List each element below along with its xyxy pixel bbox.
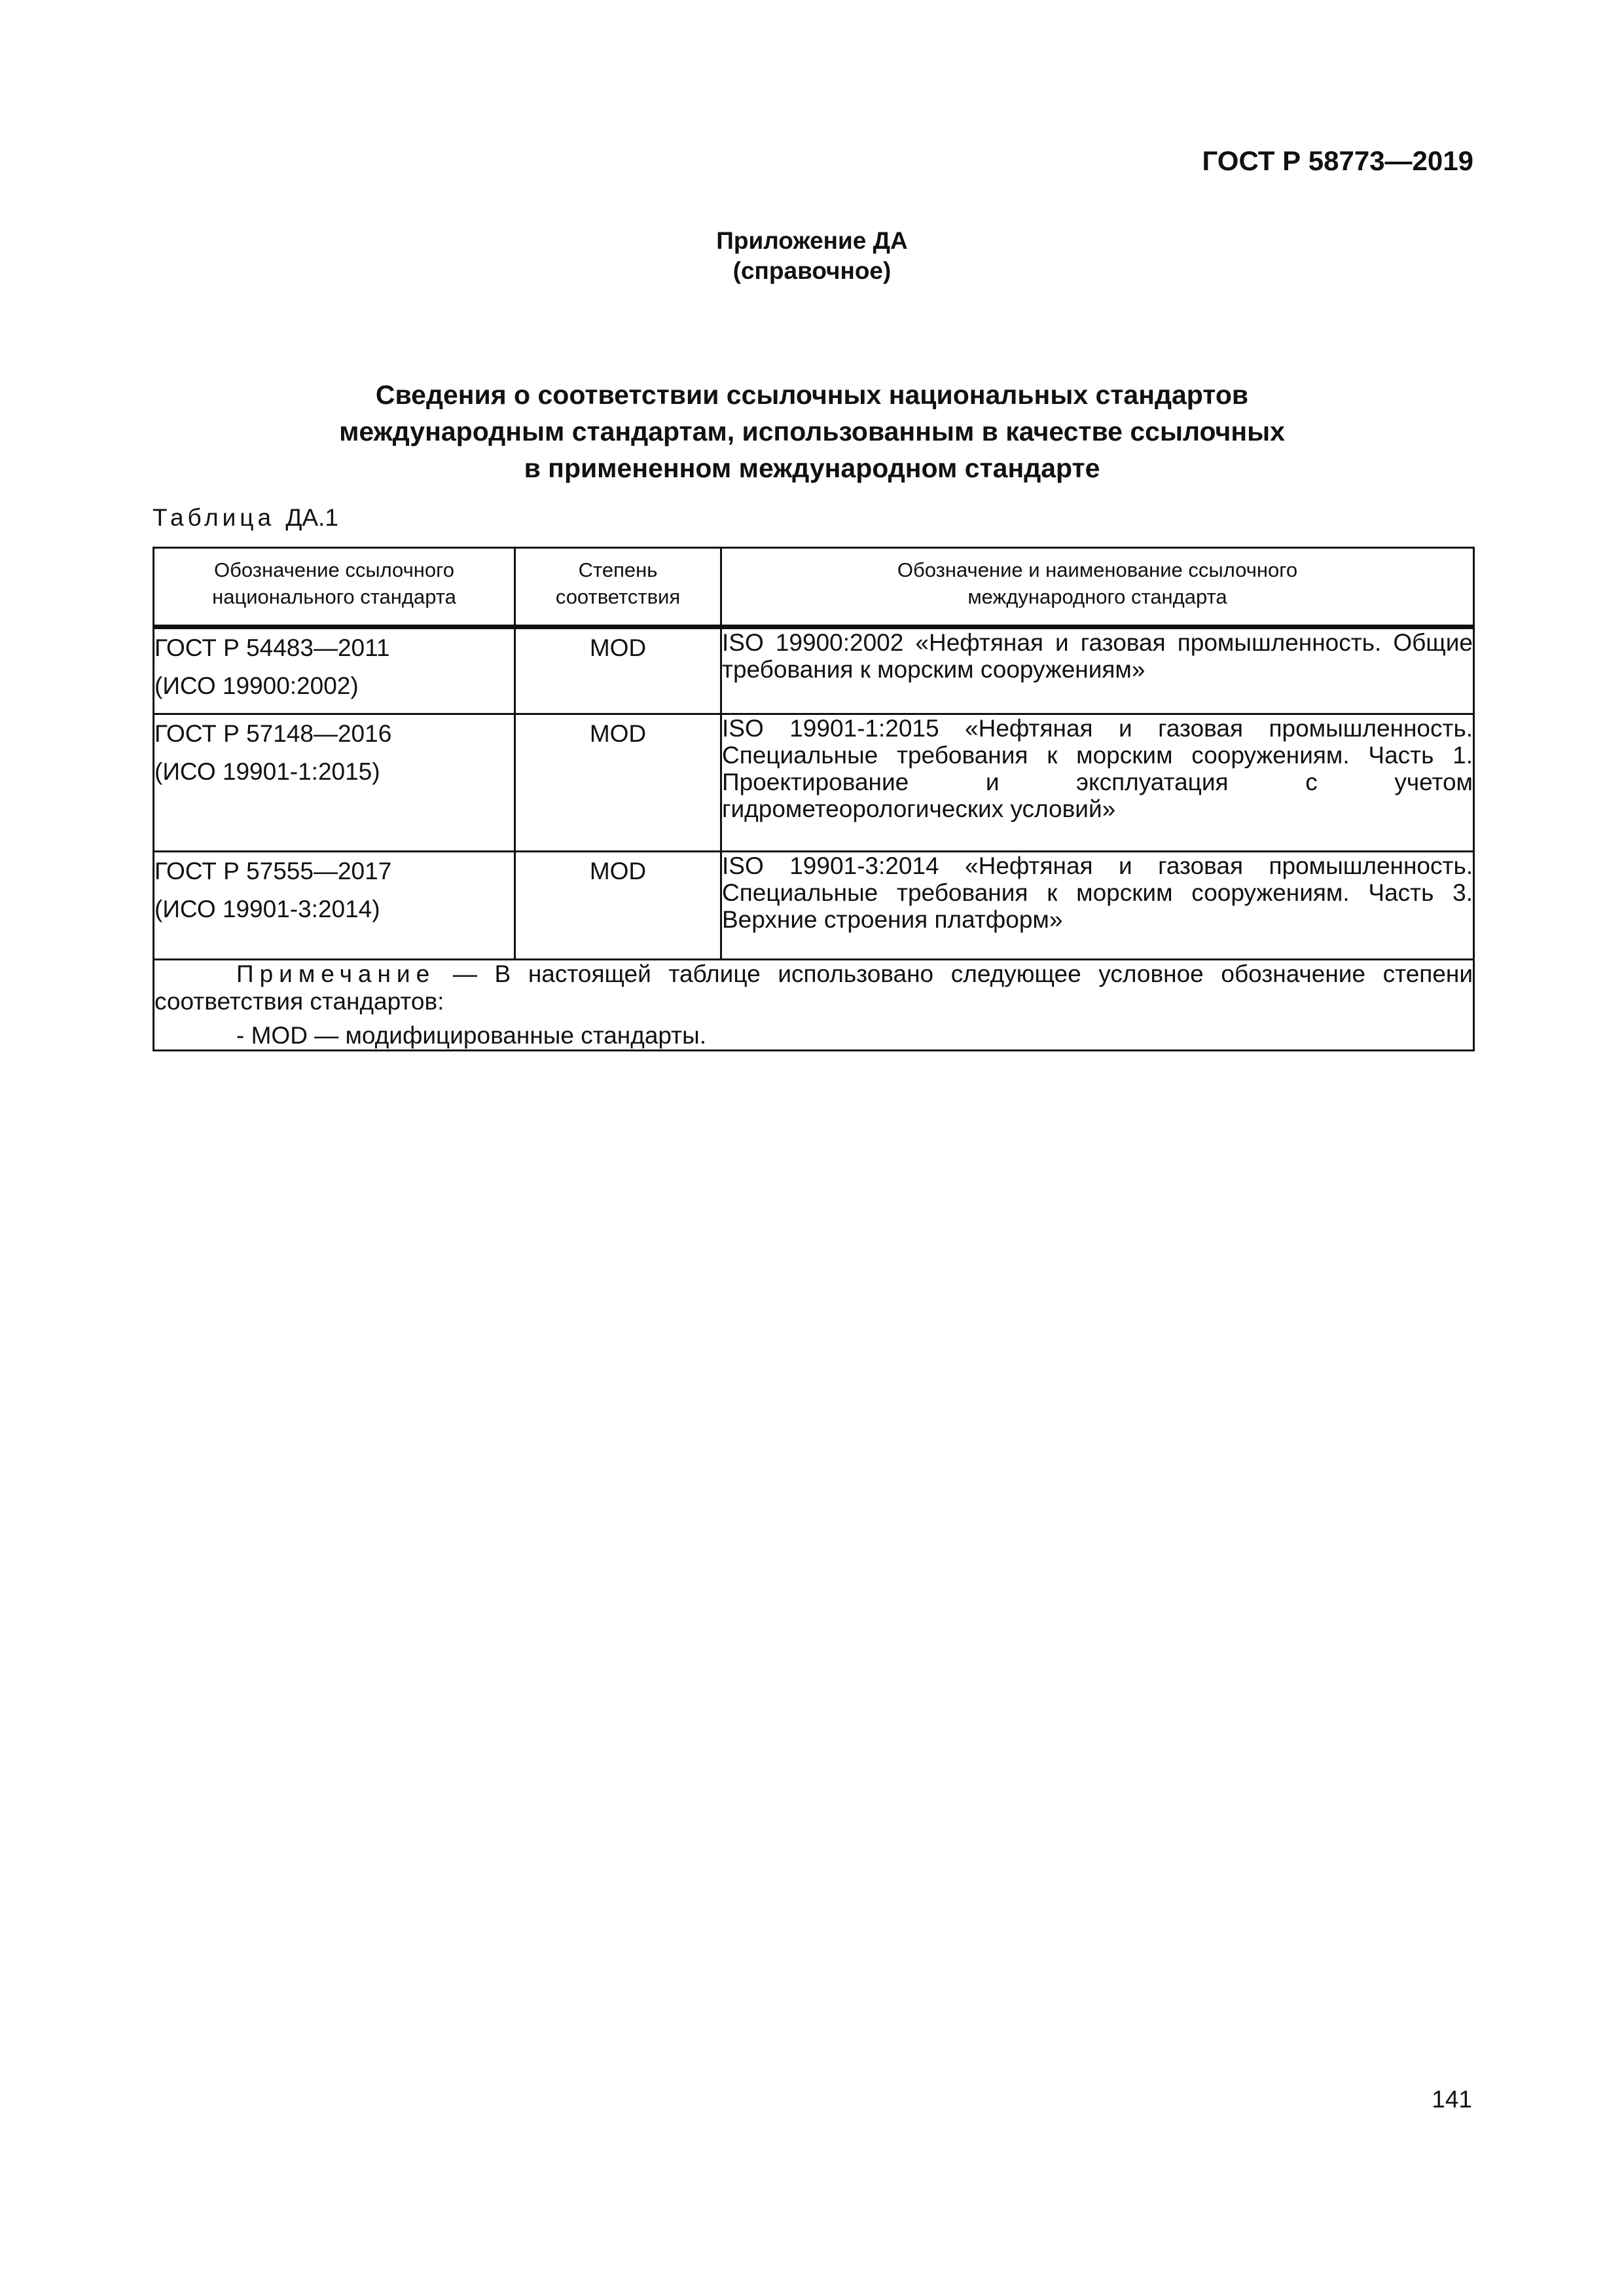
table-caption	[153, 504, 338, 532]
national-standard-cell: ГОСТ Р 57555—2017 (ИСО 19901-3:2014)	[154, 852, 515, 960]
title-line: в примененном международном стандарте	[524, 453, 1100, 483]
national-standard-cell: ГОСТ Р 57148—2016 (ИСО 19901-1:2015)	[154, 714, 515, 852]
column-header-international: Обозначение и наименование ссылочного международного стандарта	[721, 548, 1474, 627]
table-header-row	[154, 548, 1474, 627]
table-row	[154, 852, 1474, 960]
column-header-national: Обозначение ссылочного национального стандарта	[154, 548, 515, 627]
document-code: ГОСТ Р 58773—2019	[1202, 145, 1473, 176]
table-row	[154, 714, 1474, 852]
title-line: международным стандартам, использованным в качестве ссылочных	[339, 416, 1285, 446]
table-caption-number: ДА.1	[285, 504, 338, 531]
degree-cell: MOD	[515, 627, 721, 714]
title-line: Сведения о соответствии ссылочных национальных стандартов	[375, 380, 1249, 410]
table-note	[154, 960, 1474, 1051]
degree-cell: MOD	[515, 714, 721, 852]
note-text: — В настоящей таблице использовано следующее условное обозначение степени соответствия стандартов:	[154, 960, 1473, 1015]
appendix-heading	[0, 226, 1624, 286]
international-standard-cell: ISO 19901-1:2015 «Нефтяная и газовая промышленность. Специальные требования к морским сооружениям. Часть 1. Проектирование и эксплуатация с учетом гидрометеорологических условий»	[721, 714, 1474, 852]
table-row	[154, 627, 1474, 714]
appendix-title: Приложение ДА	[716, 227, 908, 254]
international-standard-cell: ISO 19901-3:2014 «Нефтяная и газовая промышленность. Специальные требования к морским сооружениям. Часть 3. Верхние строения платформ»	[721, 852, 1474, 960]
note-item: - MOD — модифицированные стандарты.	[236, 1022, 706, 1049]
national-standard-cell: ГОСТ Р 54483—2011 (ИСО 19900:2002)	[154, 627, 515, 714]
degree-cell: MOD	[515, 852, 721, 960]
note-lead: Примечание	[236, 960, 436, 987]
international-standard-cell: ISO 19900:2002 «Нефтяная и газовая промышленность. Общие требования к морским сооружениям»	[721, 627, 1474, 714]
table-note-row	[154, 960, 1474, 1051]
table-caption-word: Таблица	[153, 504, 276, 531]
page-title	[0, 376, 1624, 486]
column-header-degree: Степень соответствия	[515, 548, 721, 627]
page-number: 141	[1432, 2086, 1472, 2113]
correspondence-table	[153, 547, 1475, 1051]
appendix-subtitle: (справочное)	[732, 257, 892, 284]
